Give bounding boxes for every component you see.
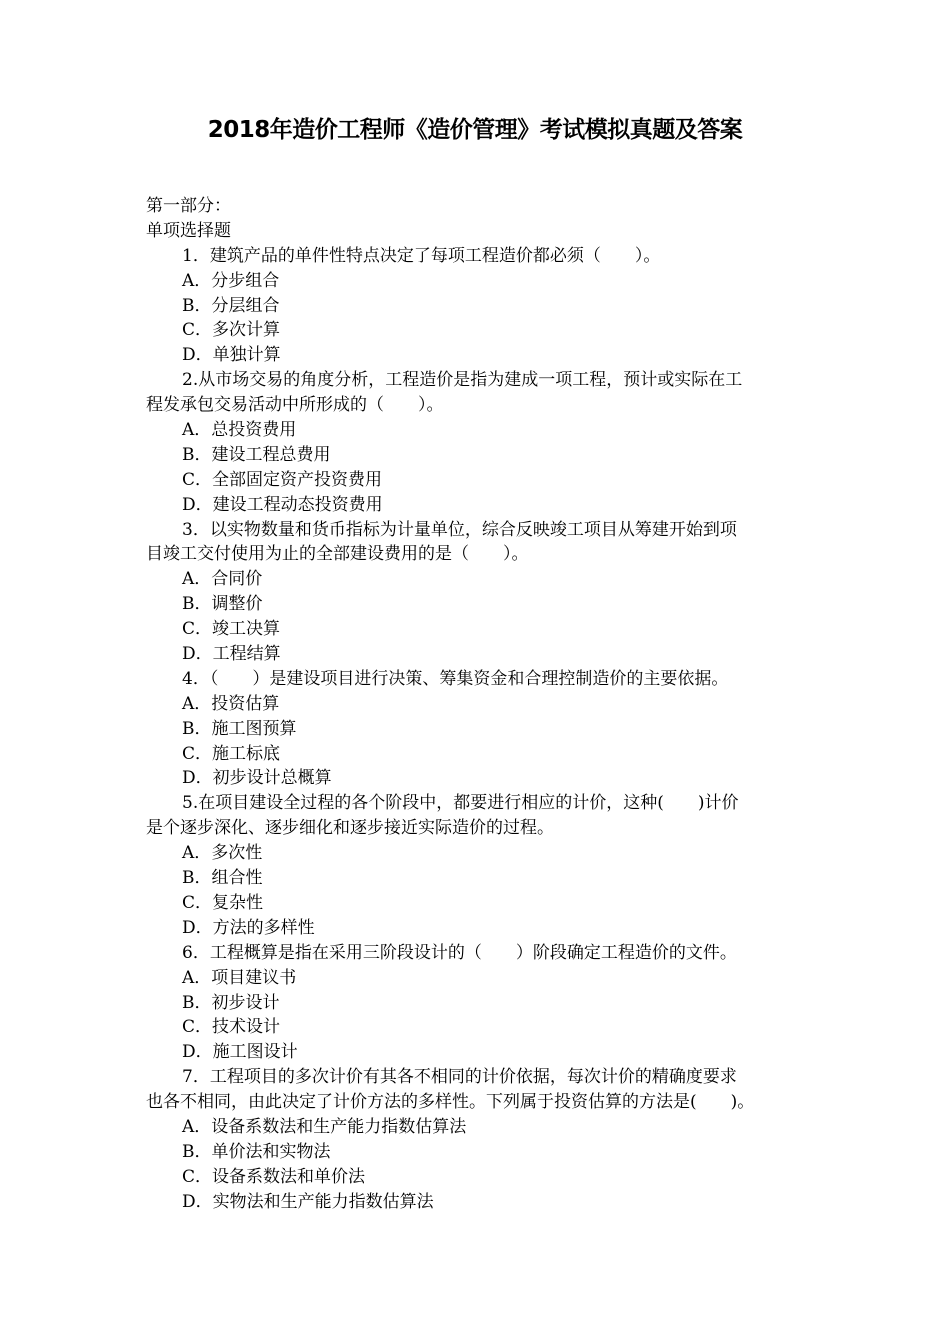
answer-option: A．总投资费用: [182, 420, 297, 441]
question-6: [146, 941, 826, 1065]
answer-option: D．方法的多样性: [182, 917, 315, 938]
question-1: [146, 244, 826, 368]
question-stem-line: 2.从市场交易的角度分析，工程造价是指为建成一项工程，预计或实际在工: [182, 370, 743, 391]
answer-option: A．投资估算: [182, 693, 280, 714]
answer-option: A．设备系数法和生产能力指数估算法: [182, 1116, 467, 1137]
answer-option: B．初步设计: [182, 992, 280, 1013]
answer-option: C．施工标底: [182, 743, 281, 764]
question-7: [146, 1065, 826, 1214]
answer-option: C．复杂性: [182, 892, 264, 913]
answer-option: A．项目建议书: [182, 967, 297, 988]
section-heading: 第一部分：: [146, 196, 231, 216]
document-title: 2018年造价工程师《造价管理》考试模拟真题及答案: [207, 117, 743, 143]
document-body: [146, 194, 826, 1215]
question-stem-line: 1．建筑产品的单件性特点决定了每项工程造价都必须（ ）。: [182, 245, 661, 266]
answer-option: B．组合性: [182, 868, 263, 889]
answer-option: D．实物法和生产能力指数估算法: [182, 1191, 434, 1212]
answer-option: B．调整价: [182, 594, 263, 615]
answer-option: C．技术设计: [182, 1017, 281, 1038]
question-stem-line: 程发承包交易活动中所形成的（ ）。: [146, 395, 444, 416]
answer-option: C．多次计算: [182, 320, 281, 341]
answer-option: C．全部固定资产投资费用: [182, 469, 383, 490]
answer-option: D．单独计算: [182, 345, 281, 366]
answer-option: A．分步组合: [182, 270, 280, 291]
question-stem-line: 5.在项目建设全过程的各个阶段中，都要进行相应的计价，这种( )计价: [182, 793, 739, 814]
question-stem-line: 是个逐步深化、逐步细化和逐步接近实际造价的过程。: [146, 818, 554, 839]
question-stem-line: 目竣工交付使用为止的全部建设费用的是（ ）。: [146, 544, 529, 565]
question-stem-line: 7．工程项目的多次计价有其各不相同的计价依据，每次计价的精确度要求: [182, 1067, 737, 1088]
question-5: [146, 791, 826, 940]
answer-option: B．分层组合: [182, 295, 280, 316]
question-list: [146, 244, 826, 1215]
answer-option: C．竣工决算: [182, 619, 281, 640]
answer-option: D．施工图设计: [182, 1042, 298, 1063]
answer-option: D．初步设计总概算: [182, 768, 332, 789]
question-3: [146, 518, 826, 667]
question-4: [146, 667, 826, 791]
question-stem-line: 6．工程概算是指在采用三阶段设计的（ ）阶段确定工程造价的文件。: [182, 942, 737, 963]
question-2: [146, 368, 826, 517]
answer-option: B．施工图预算: [182, 718, 297, 739]
answer-option: C．设备系数法和单价法: [182, 1166, 366, 1187]
question-stem-line: 也各不相同，由此决定了计价方法的多样性。下列属于投资估算的方法是( )。: [146, 1092, 755, 1113]
subsection-heading: 单项选择题: [146, 220, 231, 241]
answer-option: A．合同价: [182, 569, 263, 590]
question-stem-line: 4．（ ）是建设项目进行决策、筹集资金和合理控制造价的主要依据。: [182, 668, 729, 689]
answer-option: D．建设工程动态投资费用: [182, 494, 383, 515]
answer-option: D．工程结算: [182, 644, 281, 665]
answer-option: A．多次性: [182, 843, 263, 864]
answer-option: B．建设工程总费用: [182, 444, 331, 465]
answer-option: B．单价法和实物法: [182, 1141, 331, 1162]
question-stem-line: 3．以实物数量和货币指标为计量单位，综合反映竣工项目从筹建开始到项: [182, 519, 737, 540]
